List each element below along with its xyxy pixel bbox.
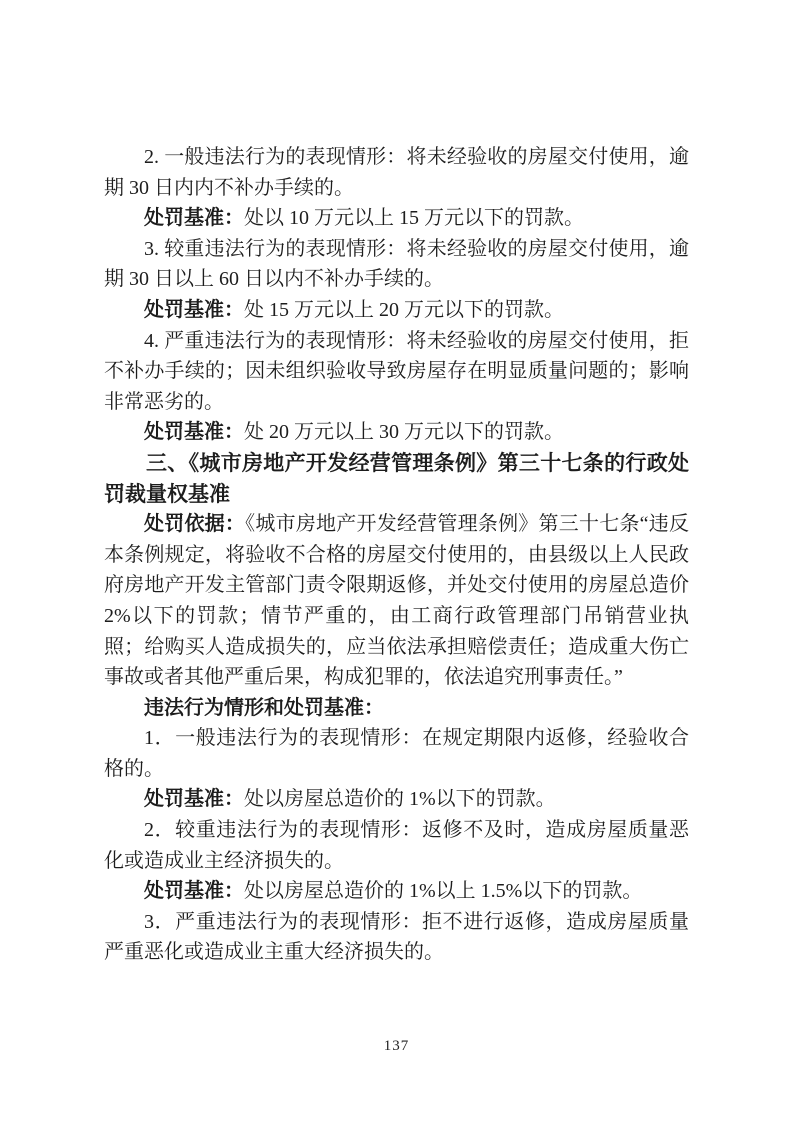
para-text: 4. 严重违法行为的表现情形：将未经验收的房屋交付使用，拒不补办手续的；因未组织验收导致房屋存在明显质量问题的；影响非常恶劣的。: [104, 329, 689, 413]
para-bold-label: 处罚依据：: [144, 513, 246, 536]
para-text: 1．一般违法行为的表现情形：在规定期限内返修，经验收合格的。: [104, 727, 689, 780]
para-penalty-standard-1: [104, 203, 689, 234]
para-subheading-violation-situations: [104, 693, 689, 724]
para-penalty-standard-3: [104, 417, 689, 448]
para-text: 2. 一般违法行为的表现情形：将未经验收的房屋交付使用，逾期 30 日内内不补办手续的。: [104, 146, 689, 199]
heading-text: 三、《城市房地产开发经营管理条例》第三十七条的行政处罚裁量权基准: [104, 450, 689, 506]
para-bold-label: 处罚基准：: [144, 421, 244, 444]
para-bold-label: 处罚基准：: [144, 207, 244, 230]
para-penalty-standard-5: [104, 876, 689, 907]
para-text: 处以 10 万元以上 15 万元以下的罚款。: [244, 207, 584, 230]
para-text: 2．较重违法行为的表现情形：返修不及时，造成房屋质量恶化或造成业主经济损失的。: [104, 819, 689, 872]
para-item-2-general-violation: [104, 142, 689, 203]
para-bold-label: 违法行为情形和处罚基准：: [144, 696, 384, 719]
para-text: 处以房屋总造价的 1%以下的罚款。: [244, 788, 556, 811]
para-text: 处 20 万元以上 30 万元以下的罚款。: [244, 421, 564, 444]
para-bold-label: 处罚基准：: [144, 788, 244, 811]
para-item-2-moderate-violation-art37: [104, 815, 689, 876]
para-text: 3. 较重违法行为的表现情形：将未经验收的房屋交付使用，逾期 30 日以上 60 日以内不补办手续的。: [104, 237, 689, 291]
para-item-4-severe-violation: [104, 326, 689, 418]
para-item-3-severe-violation-art37: [104, 907, 689, 968]
para-text: 3．严重违法行为的表现情形：拒不进行返修，造成房屋质量严重恶化或造成业主重大经济损失的。: [104, 910, 689, 964]
para-text: 《城市房地产开发经营管理条例》第三十七条“违反本条例规定，将验收不合格的房屋交付使用的，由县级以上人民政府房地产开发主管部门责令限期返修，并处交付使用的房屋总造价 2%以下的罚款；情节严重的，由工商行政管理部门吊销营业执照；给购买人造成损失的，应当依法承担赔偿责任；造成重大伤亡事故或者其他严重后果，构成犯罪的，依法追究刑事责任。”: [104, 513, 689, 689]
page-number: 137: [383, 1038, 410, 1054]
para-item-1-general-violation-art37: [104, 723, 689, 784]
para-item-3-moderate-violation: [104, 234, 689, 295]
para-penalty-standard-4: [104, 784, 689, 815]
document-text-block: [104, 142, 689, 968]
para-penalty-standard-2: [104, 295, 689, 326]
para-text: 处以房屋总造价的 1%以上 1.5%以下的罚款。: [244, 880, 643, 903]
para-text: 处 15 万元以上 20 万元以下的罚款。: [244, 298, 564, 321]
section-3-heading: [104, 448, 689, 509]
para-penalty-basis-article-37: [104, 509, 689, 693]
para-bold-label: 处罚基准：: [144, 880, 244, 903]
para-bold-label: 处罚基准：: [144, 298, 244, 321]
